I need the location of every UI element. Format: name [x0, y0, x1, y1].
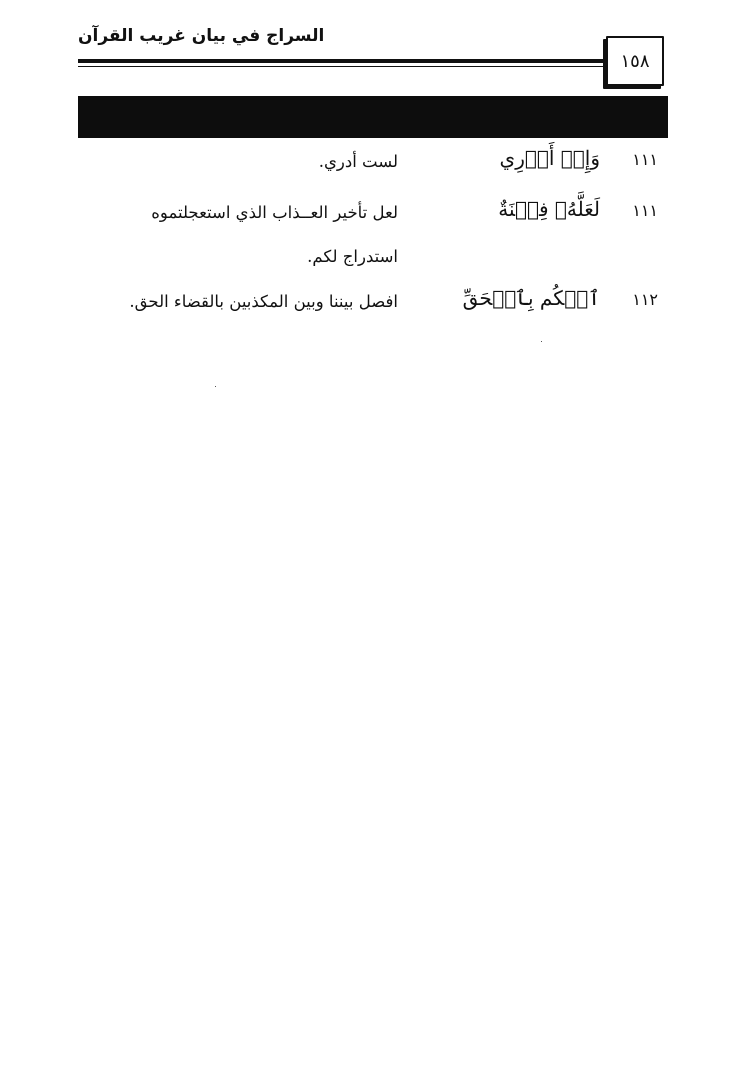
- header-rule-thin: [78, 66, 608, 67]
- verse-number: ١١١: [632, 201, 658, 220]
- word-meaning: [78, 140, 398, 184]
- verse-number: ١١١: [632, 150, 658, 169]
- word-meaning: [78, 280, 398, 324]
- verse-number: ١١٢: [632, 290, 658, 309]
- quranic-word: لَعَلَّهُۥ فِتۡنَةٌ: [498, 197, 600, 221]
- scan-speck: [541, 341, 542, 342]
- quranic-word: ٱحۡكُم بِٱلۡحَقِّ: [462, 286, 600, 310]
- book-title: السراج في بيان غريب القرآن: [78, 26, 325, 46]
- meaning-line: افصل بيننا وبين المكذبين بالقضاء الحق.: [129, 292, 398, 311]
- word-meaning: [78, 191, 398, 279]
- quranic-word: وَإِنۡ أَدۡرِي: [499, 146, 600, 170]
- header-rule: [78, 59, 608, 63]
- section-band: [78, 96, 668, 138]
- scan-speck: [215, 386, 216, 387]
- meaning-line: لست أدري.: [318, 152, 398, 171]
- meaning-line: استدراج لكم.: [307, 247, 398, 266]
- page-number: ١٥٨: [606, 36, 664, 86]
- meaning-line: لعل تأخير العــذاب الذي استعجلتموه: [151, 203, 398, 222]
